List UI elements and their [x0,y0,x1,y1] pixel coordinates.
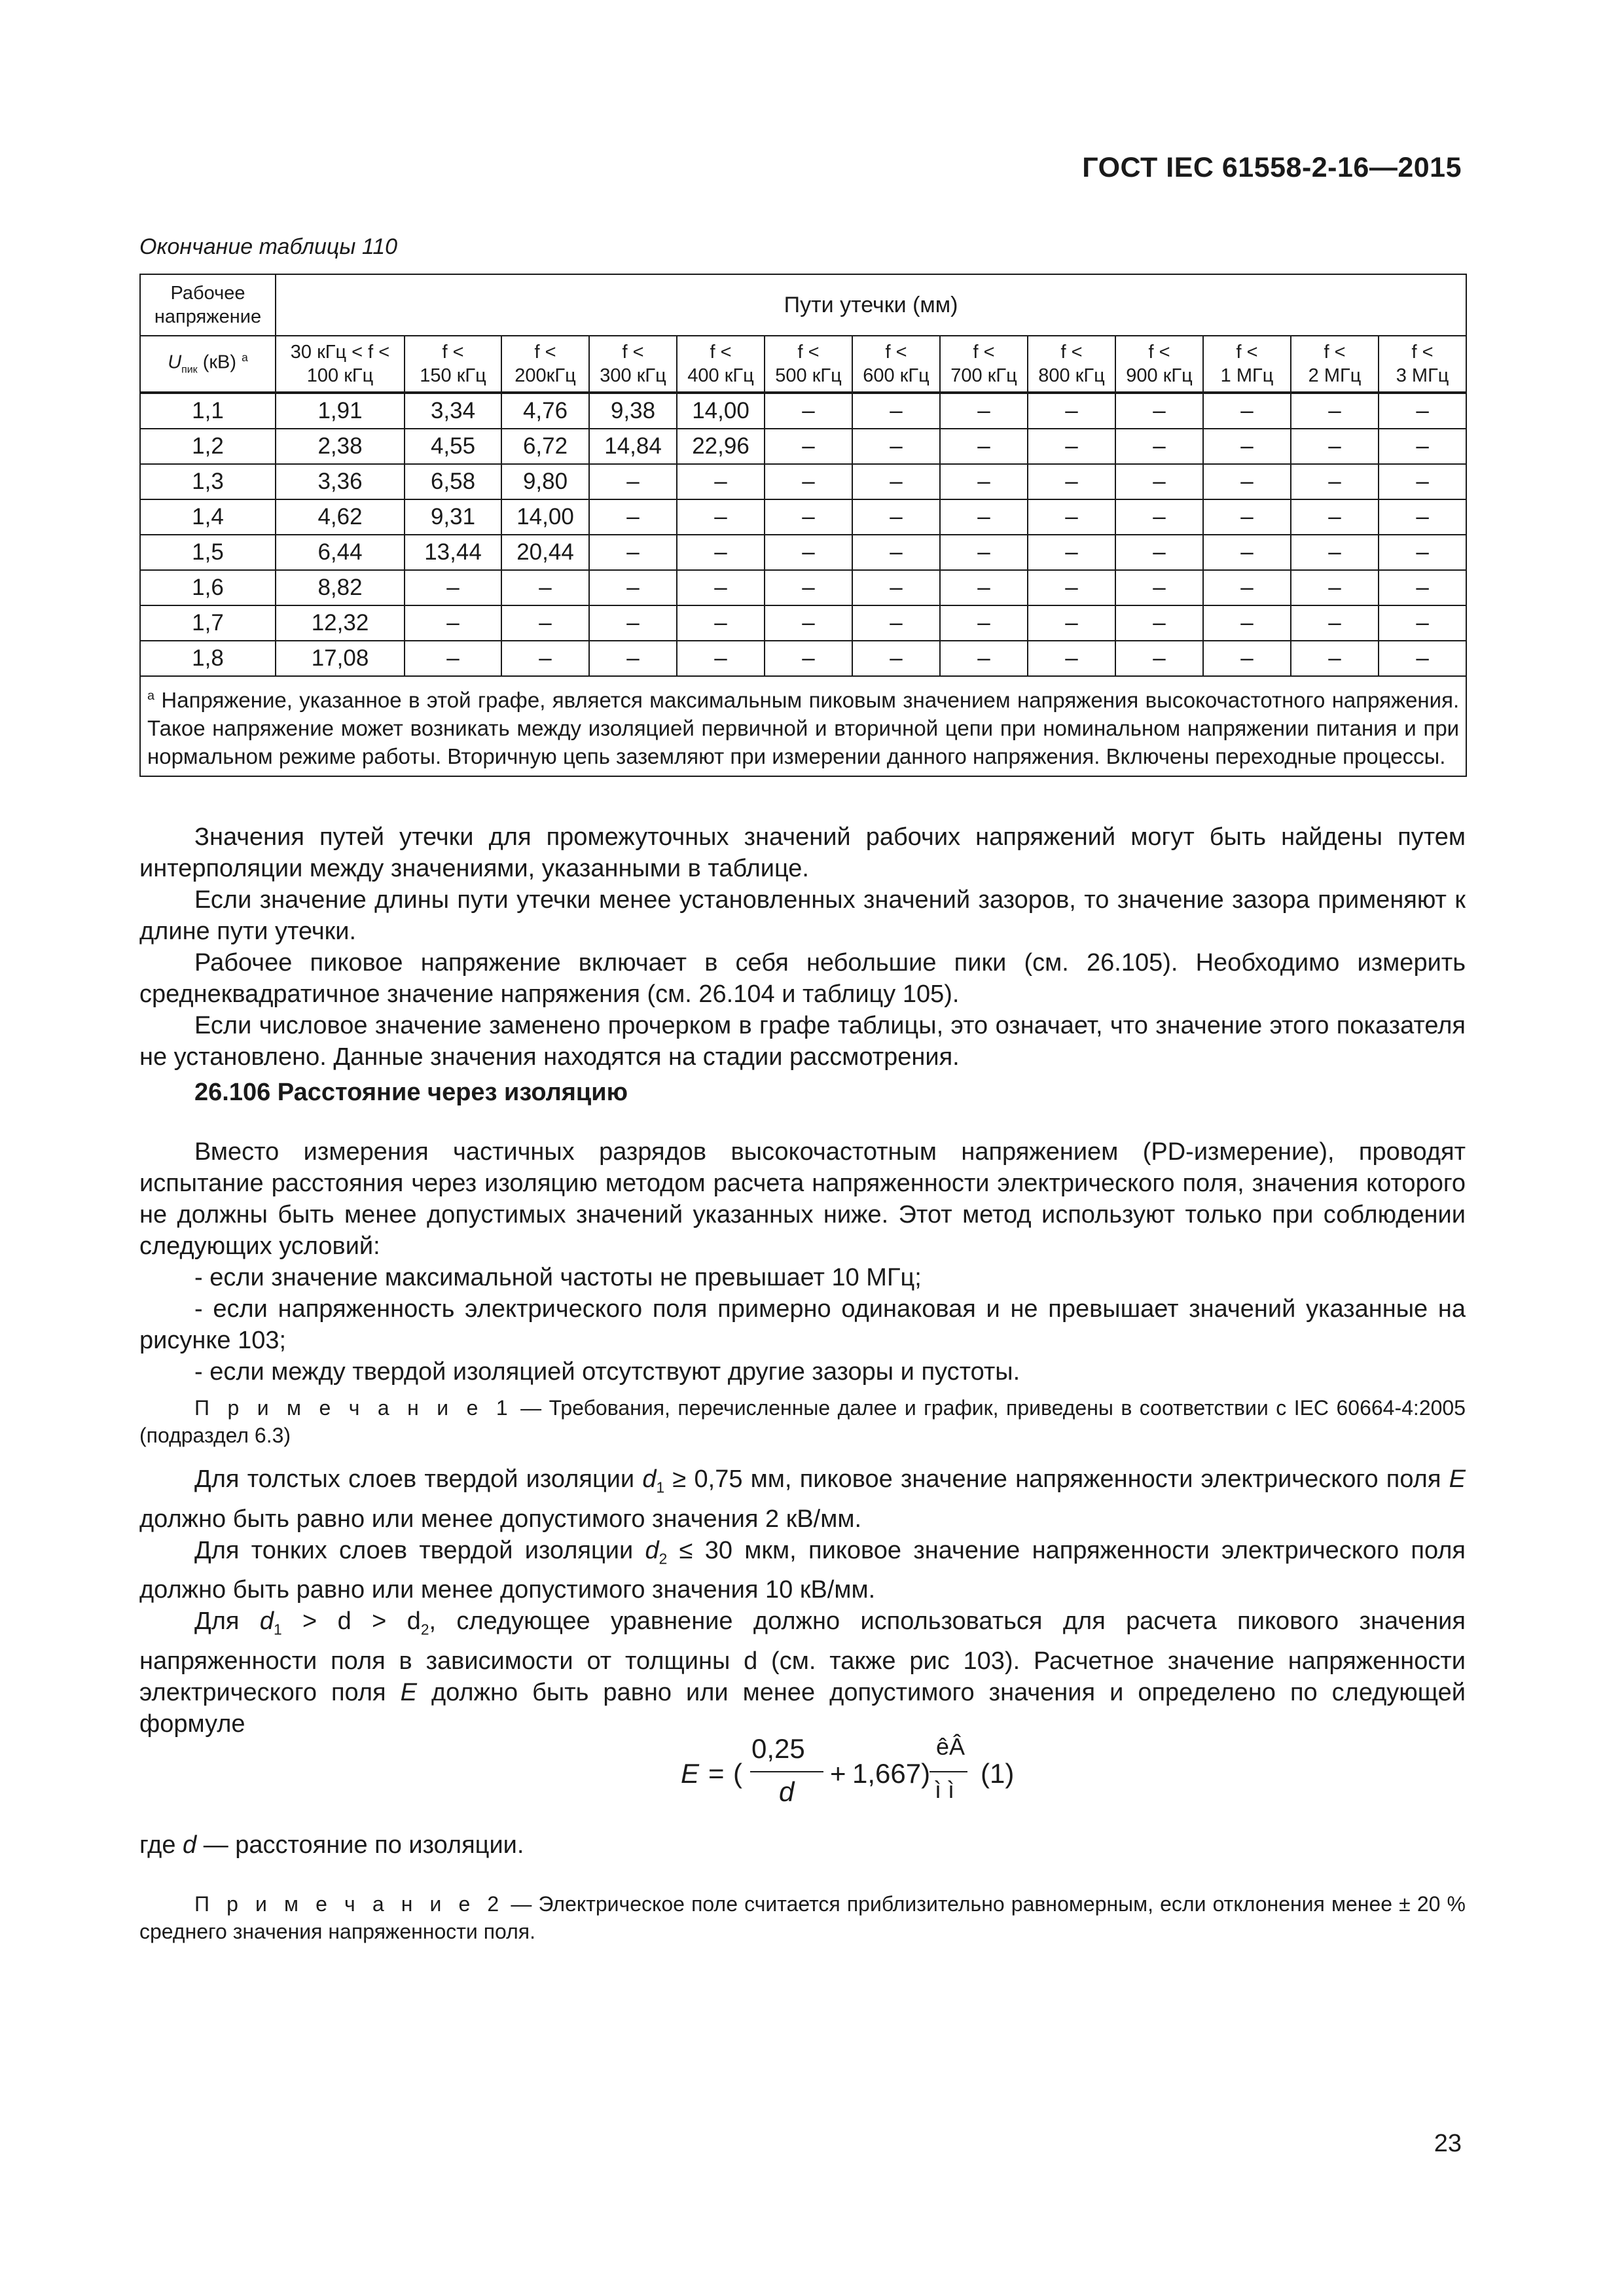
creepage-cell: – [1203,570,1291,605]
table-row [140,570,1466,605]
creepage-cell: – [1028,393,1115,429]
voltage-unit-header: $U_{пик}$ (кВ) $^а$ [140,336,276,393]
creepage-cell: – [589,464,677,499]
creepage-cell: – [405,605,501,641]
creepage-cell: – [1203,605,1291,641]
creepage-cell: – [1028,605,1115,641]
voltage-cell: 1,8 [140,641,276,676]
table-row [140,464,1466,499]
freq-header: f < 300 кГц [589,336,677,393]
voltage-cell: 1,3 [140,464,276,499]
creepage-cell: – [940,535,1028,570]
paragraph-thick-layers: Для толстых слоев твердой изоляции $d_1 \ge 0,75$ мм, пиковое значение напряженности электрического поля E должно быть равно или менее допустимого значения 2 кВ/мм. [139,1465,1466,1533]
paragraph-equation-intro: Для $d_1 > d > d_2$, следующее уравнение должно использоваться для расчета пикового значения напряженности поля в зависимости от толщины d (см. также рис 103). Расчетное значение напряженности электрического поля E должно быть равно или менее допустимого значения и определено по следующей формуле [139,1607,1466,1738]
creepage-cell: – [940,499,1028,535]
paragraph: Если числовое значение заменено прочерком в графе таблицы, это означает, что значение этого показателя не установлено. Данные значения находятся на стадии рассмотрения. [139,1012,1466,1071]
page-number: 23 [1434,2130,1462,2157]
creepage-cell: 4,76 [501,393,589,429]
creepage-cell: – [1203,535,1291,570]
creepage-cell: – [765,464,852,499]
creepage-cell: – [1291,499,1379,535]
creepage-cell: 20,44 [501,535,589,570]
creepage-cell: – [1028,641,1115,676]
note-2: П р и м е ч а н и е 2 — Электрическое поле считается приблизительно равномерным, если отклонения менее ± 20 % среднего значения напряженности поля. [139,1892,1466,1943]
creepage-cell: – [1115,605,1203,641]
creepage-cell: 17,08 [276,641,405,676]
creepage-cell: – [1203,393,1291,429]
formula-unit-bar [929,1771,967,1772]
list-item: - если между твердой изоляцией отсутствуют другие зазоры и пустоты. [194,1358,1020,1386]
paragraph: Значения путей утечки для промежуточных значений рабочих напряжений могут быть найдены путем интерполяции между значениями, указанными в таблице. [139,823,1466,882]
creepage-cell: – [1115,429,1203,464]
list-item: - если значение максимальной частоты не превышает 10 МГц; [194,1264,922,1291]
creepage-cell: – [852,641,940,676]
creepage-cell: 9,80 [501,464,589,499]
creepage-cell: – [852,535,940,570]
creepage-cell: – [1379,429,1466,464]
creepage-cell: – [1379,499,1466,535]
formula-index: (1) [981,1758,1015,1789]
freq-header: f < 900 кГц [1115,336,1203,393]
creepage-cell: – [1379,464,1466,499]
formula-paren: ( [733,1758,742,1789]
creepage-cell: – [677,464,765,499]
creepage-cell: – [1203,641,1291,676]
creepage-cell: – [852,499,940,535]
table-row [140,641,1466,676]
creepage-cell: – [1028,464,1115,499]
creepage-cell: – [589,535,677,570]
freq-header: f < 700 кГц [940,336,1028,393]
creepage-cell: 4,62 [276,499,405,535]
voltage-cell: 1,6 [140,570,276,605]
creepage-cell: 9,38 [589,393,677,429]
freq-header: f < 600 кГц [852,336,940,393]
creepage-cell: – [1379,605,1466,641]
paragraph-thin-layers: Для тонких слоев твердой изоляции $d_2 \le 30$ мкм, пиковое значение напряженности электрического поля должно быть равно или менее допустимого значения 10 кВ/мм. [139,1536,1466,1604]
voltage-cell: 1,4 [140,499,276,535]
creepage-cell: 3,34 [405,393,501,429]
creepage-cell: – [1115,641,1203,676]
formula-lhs: E [681,1758,700,1789]
creepage-group-header: Пути утечки (мм) [276,274,1466,336]
formula-equals: = [708,1758,725,1789]
creepage-cell: 6,72 [501,429,589,464]
section-intro [139,1136,1466,1388]
creepage-cell: – [405,641,501,676]
formula-denominator: d [779,1776,795,1807]
formula-plus: + [830,1758,846,1789]
creepage-cell: – [1028,570,1115,605]
creepage-cell: 6,58 [405,464,501,499]
creepage-cell: – [765,499,852,535]
creepage-cell: 1,91 [276,393,405,429]
creepage-cell: 14,84 [589,429,677,464]
creepage-cell: – [1291,464,1379,499]
creepage-cell: – [940,464,1028,499]
creepage-cell: – [1115,535,1203,570]
creepage-cell: – [677,641,765,676]
voltage-cell: 1,2 [140,429,276,464]
creepage-cell: 9,31 [405,499,501,535]
table-row [140,429,1466,464]
paragraph: Рабочее пиковое напряжение включает в себя небольшие пики (см. 26.105). Необходимо измерить среднеквадратичное значение напряжения (см. 26.104 и таблицу 105). [139,949,1466,1008]
creepage-cell: – [1291,570,1379,605]
creepage-cell: 12,32 [276,605,405,641]
creepage-cell: 22,96 [677,429,765,464]
table-row [140,393,1466,429]
freq-header: f < 200кГц [501,336,589,393]
table-caption: Окончание таблицы 110 [139,234,398,259]
creepage-cell: 14,00 [501,499,589,535]
creepage-cell: – [852,570,940,605]
standard-code: ГОСТ IEC 61558-2-16—2015 [1082,152,1462,183]
section-heading: 26.106 Расстояние через изоляцию [194,1079,628,1106]
voltage-cell: 1,1 [140,393,276,429]
paragraph: Если значение длины пути утечки менее установленных значений зазоров, то значение зазора применяют к длине пути утечки. [139,886,1466,945]
creepage-cell: 4,55 [405,429,501,464]
creepage-cell: 2,38 [276,429,405,464]
creepage-cell: – [677,570,765,605]
creepage-cell: – [852,605,940,641]
formula-unit-denominator: ì ì [935,1776,955,1803]
freq-header: f < 400 кГц [677,336,765,393]
creepage-cell: 6,44 [276,535,405,570]
creepage-cell: – [589,641,677,676]
formula-constant: 1,667) [852,1758,931,1789]
note-1: П р и м е ч а н и е 1 — Требования, перечисленные далее и график, приведены в соответствии с IEC 60664-4:2005 (подраздел 6.3) [139,1396,1466,1447]
creepage-cell: – [940,570,1028,605]
creepage-cell: – [1203,464,1291,499]
creepage-cell: – [852,464,940,499]
creepage-cell: – [940,429,1028,464]
creepage-cell: – [589,499,677,535]
creepage-cell: – [1203,429,1291,464]
creepage-cell: – [940,641,1028,676]
creepage-cell: 14,00 [677,393,765,429]
creepage-cell: – [1291,641,1379,676]
creepage-cell: – [1028,535,1115,570]
freq-header: f < 500 кГц [765,336,852,393]
paragraph: Вместо измерения частичных разрядов высокочастотным напряжением (PD-измерение), проводят испытание расстояния через изоляцию методом расчета напряженности электрического поля, значения которого не должны быть менее допустимых значений указанных ниже. Этот метод используют только при соблюдении следующих условий: [139,1138,1466,1260]
creepage-cell: – [405,570,501,605]
formula-where: где d — расстояние по изоляции. [139,1831,524,1859]
voltage-header: Рабочее напряжение [140,274,276,336]
creepage-cell: – [1291,393,1379,429]
creepage-cell: 13,44 [405,535,501,570]
creepage-cell: – [1115,393,1203,429]
creepage-cell: – [1115,570,1203,605]
creepage-cell: – [765,641,852,676]
creepage-cell: – [1203,499,1291,535]
creepage-cell: – [501,641,589,676]
creepage-cell: – [1291,429,1379,464]
creepage-cell: – [677,605,765,641]
freq-header: 30 кГц < f < 100 кГц [276,336,405,393]
formula-numerator: 0,25 [751,1733,805,1764]
creepage-cell: – [765,570,852,605]
creepage-cell: – [1115,464,1203,499]
creepage-cell: – [852,393,940,429]
creepage-cell: – [1379,535,1466,570]
field-strength-formula [681,1733,1074,1818]
creepage-cell: – [1115,499,1203,535]
creepage-cell: 8,82 [276,570,405,605]
freq-header: f < 150 кГц [405,336,501,393]
creepage-cell: – [1028,499,1115,535]
voltage-cell: 1,5 [140,535,276,570]
freq-header: f < 2 МГц [1291,336,1379,393]
creepage-cell: 3,36 [276,464,405,499]
table-row [140,499,1466,535]
creepage-cell: – [501,570,589,605]
table-row [140,535,1466,570]
creepage-cell: – [589,570,677,605]
freq-header: f < 800 кГц [1028,336,1115,393]
freq-header: f < 3 МГц [1379,336,1466,393]
creepage-cell: – [677,499,765,535]
creepage-cell: – [1379,641,1466,676]
creepage-table [139,274,1467,777]
freq-header: f < 1 МГц [1203,336,1291,393]
creepage-cell: – [677,535,765,570]
creepage-cell: – [1379,570,1466,605]
voltage-cell: 1,7 [140,605,276,641]
formula-unit-numerator: êÂ [936,1733,965,1760]
table-row [140,605,1466,641]
formula-fraction-bar [750,1771,823,1772]
table-footnote: $^а$ Напряжение, указанное в этой графе, является максимальным пиковым значением напряжения высокочастотного напряжения. Такое напряжение может возникать между изоляцией первичной и вторичной цепи при номинальном напряжении питания и при нормальном режиме работы. Вторичную цепь заземляют при измерении данного напряжения. Включены переходные процессы. [140,676,1466,776]
list-item: - если напряженность электрического поля примерно одинаковая и не превышает значений указанные на рисунке 103; [139,1295,1466,1354]
creepage-cell: – [765,429,852,464]
section-paragraphs [139,1463,1466,1740]
creepage-cell: – [1028,429,1115,464]
creepage-cell: – [940,393,1028,429]
creepage-cell: – [940,605,1028,641]
creepage-cell: – [589,605,677,641]
paragraphs-top [139,821,1466,1073]
creepage-cell: – [1379,393,1466,429]
creepage-cell: – [1291,535,1379,570]
creepage-cell: – [765,393,852,429]
creepage-cell: – [765,535,852,570]
creepage-cell: – [1291,605,1379,641]
creepage-cell: – [501,605,589,641]
creepage-cell: – [852,429,940,464]
creepage-cell: – [765,605,852,641]
